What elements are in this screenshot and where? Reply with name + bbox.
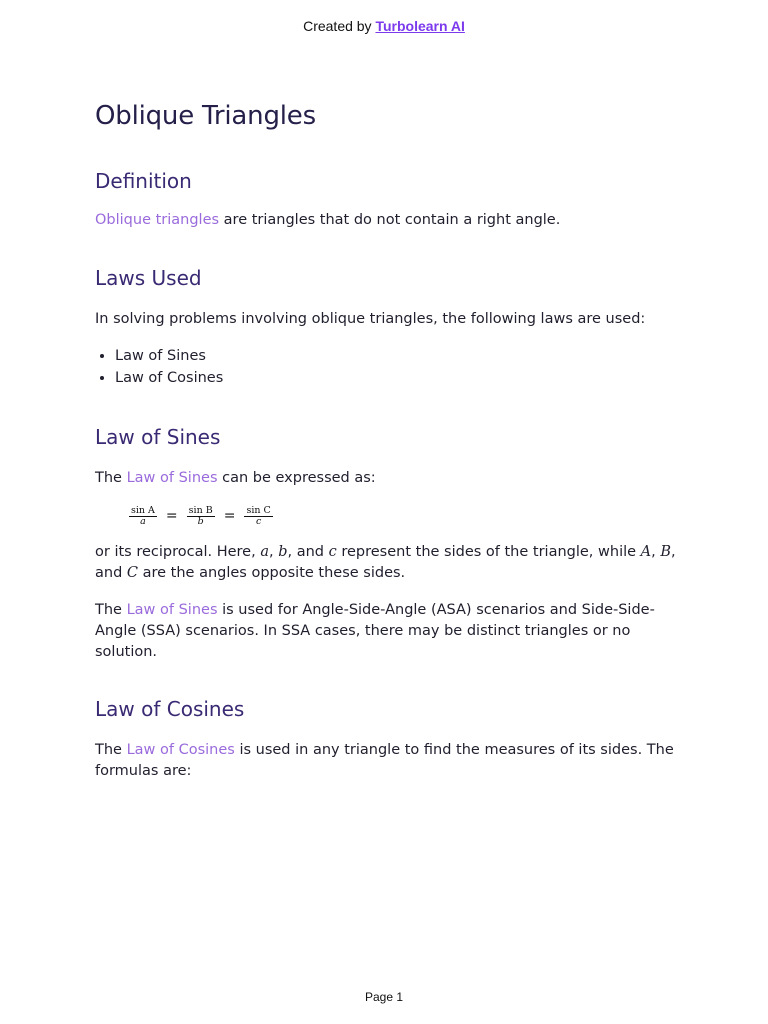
equals-sign: = bbox=[165, 508, 178, 524]
denominator: c bbox=[255, 516, 262, 527]
text-segment: The bbox=[95, 742, 127, 758]
list-item: • Law of Sines bbox=[115, 345, 685, 367]
definition-term: Oblique triangles bbox=[95, 212, 220, 228]
numerator: sin B bbox=[188, 505, 213, 516]
page-title: Oblique Triangles bbox=[95, 101, 316, 131]
laws-list bbox=[95, 345, 685, 389]
math-variable: c bbox=[328, 544, 337, 560]
math-variable: a bbox=[260, 544, 269, 560]
laws-used-heading: Laws Used bbox=[95, 266, 202, 290]
text-segment: represent the sides of the triangle, while bbox=[336, 544, 641, 560]
text-segment: , bbox=[651, 544, 661, 560]
list-item: • Law of Cosines bbox=[115, 367, 685, 389]
law-of-sines-term: Law of Sines bbox=[126, 470, 218, 486]
text-segment: The bbox=[95, 470, 127, 486]
law-of-sines-usage bbox=[95, 600, 685, 663]
fraction-sin-b bbox=[187, 505, 215, 527]
text-segment: , and bbox=[287, 544, 329, 560]
text-segment: is used in any triangle to find the measures of its sides. The formulas are: bbox=[95, 742, 674, 779]
numerator: sin C bbox=[246, 505, 271, 516]
definition-paragraph bbox=[95, 210, 685, 231]
text-segment: is used for Angle-Side-Angle (ASA) scenarios and Side-Side-Angle (SSA) scenarios. In SSA cases, there may be distinct triangles or no solution. bbox=[95, 602, 655, 660]
law-of-sines-expression-intro bbox=[95, 468, 685, 489]
numerator: sin A bbox=[131, 505, 155, 516]
text-segment: can be expressed as: bbox=[217, 470, 376, 486]
law-of-sines-heading: Law of Sines bbox=[95, 425, 221, 449]
text-segment: or its reciprocal. Here, bbox=[95, 544, 261, 560]
text-segment: , and bbox=[95, 544, 676, 581]
document-content bbox=[95, 97, 685, 782]
created-by-label: Created by bbox=[303, 18, 376, 34]
laws-used-intro: In solving problems involving oblique triangles, the following laws are used: bbox=[95, 311, 646, 327]
definition-heading: Definition bbox=[95, 169, 192, 193]
text-segment: , bbox=[268, 544, 279, 560]
page-footer: Page 1 bbox=[364, 990, 404, 1004]
fraction-sin-c bbox=[244, 505, 272, 527]
denominator: a bbox=[140, 516, 146, 527]
law-of-cosines-heading: Law of Cosines bbox=[95, 697, 245, 721]
math-variable: b bbox=[278, 544, 288, 560]
math-variable: C bbox=[126, 565, 138, 581]
denominator: b bbox=[197, 516, 204, 527]
page-header bbox=[0, 18, 768, 34]
law-of-cosines-intro bbox=[95, 740, 685, 782]
equals-sign: = bbox=[223, 508, 236, 524]
law-of-cosines-term: Law of Cosines bbox=[126, 742, 235, 758]
law-of-sines-explanation bbox=[95, 542, 685, 584]
text-segment: are the angles opposite these sides. bbox=[138, 565, 406, 581]
brand-link[interactable]: Turbolearn AI bbox=[375, 18, 465, 34]
math-variable: A bbox=[640, 544, 652, 560]
math-variable: B bbox=[660, 544, 672, 560]
text-segment: The bbox=[95, 602, 127, 618]
law-of-sines-term: Law of Sines bbox=[126, 602, 218, 618]
law-of-sines-formula bbox=[129, 505, 685, 527]
definition-text: are triangles that do not contain a right angle. bbox=[219, 212, 561, 228]
fraction-sin-a bbox=[129, 505, 157, 527]
